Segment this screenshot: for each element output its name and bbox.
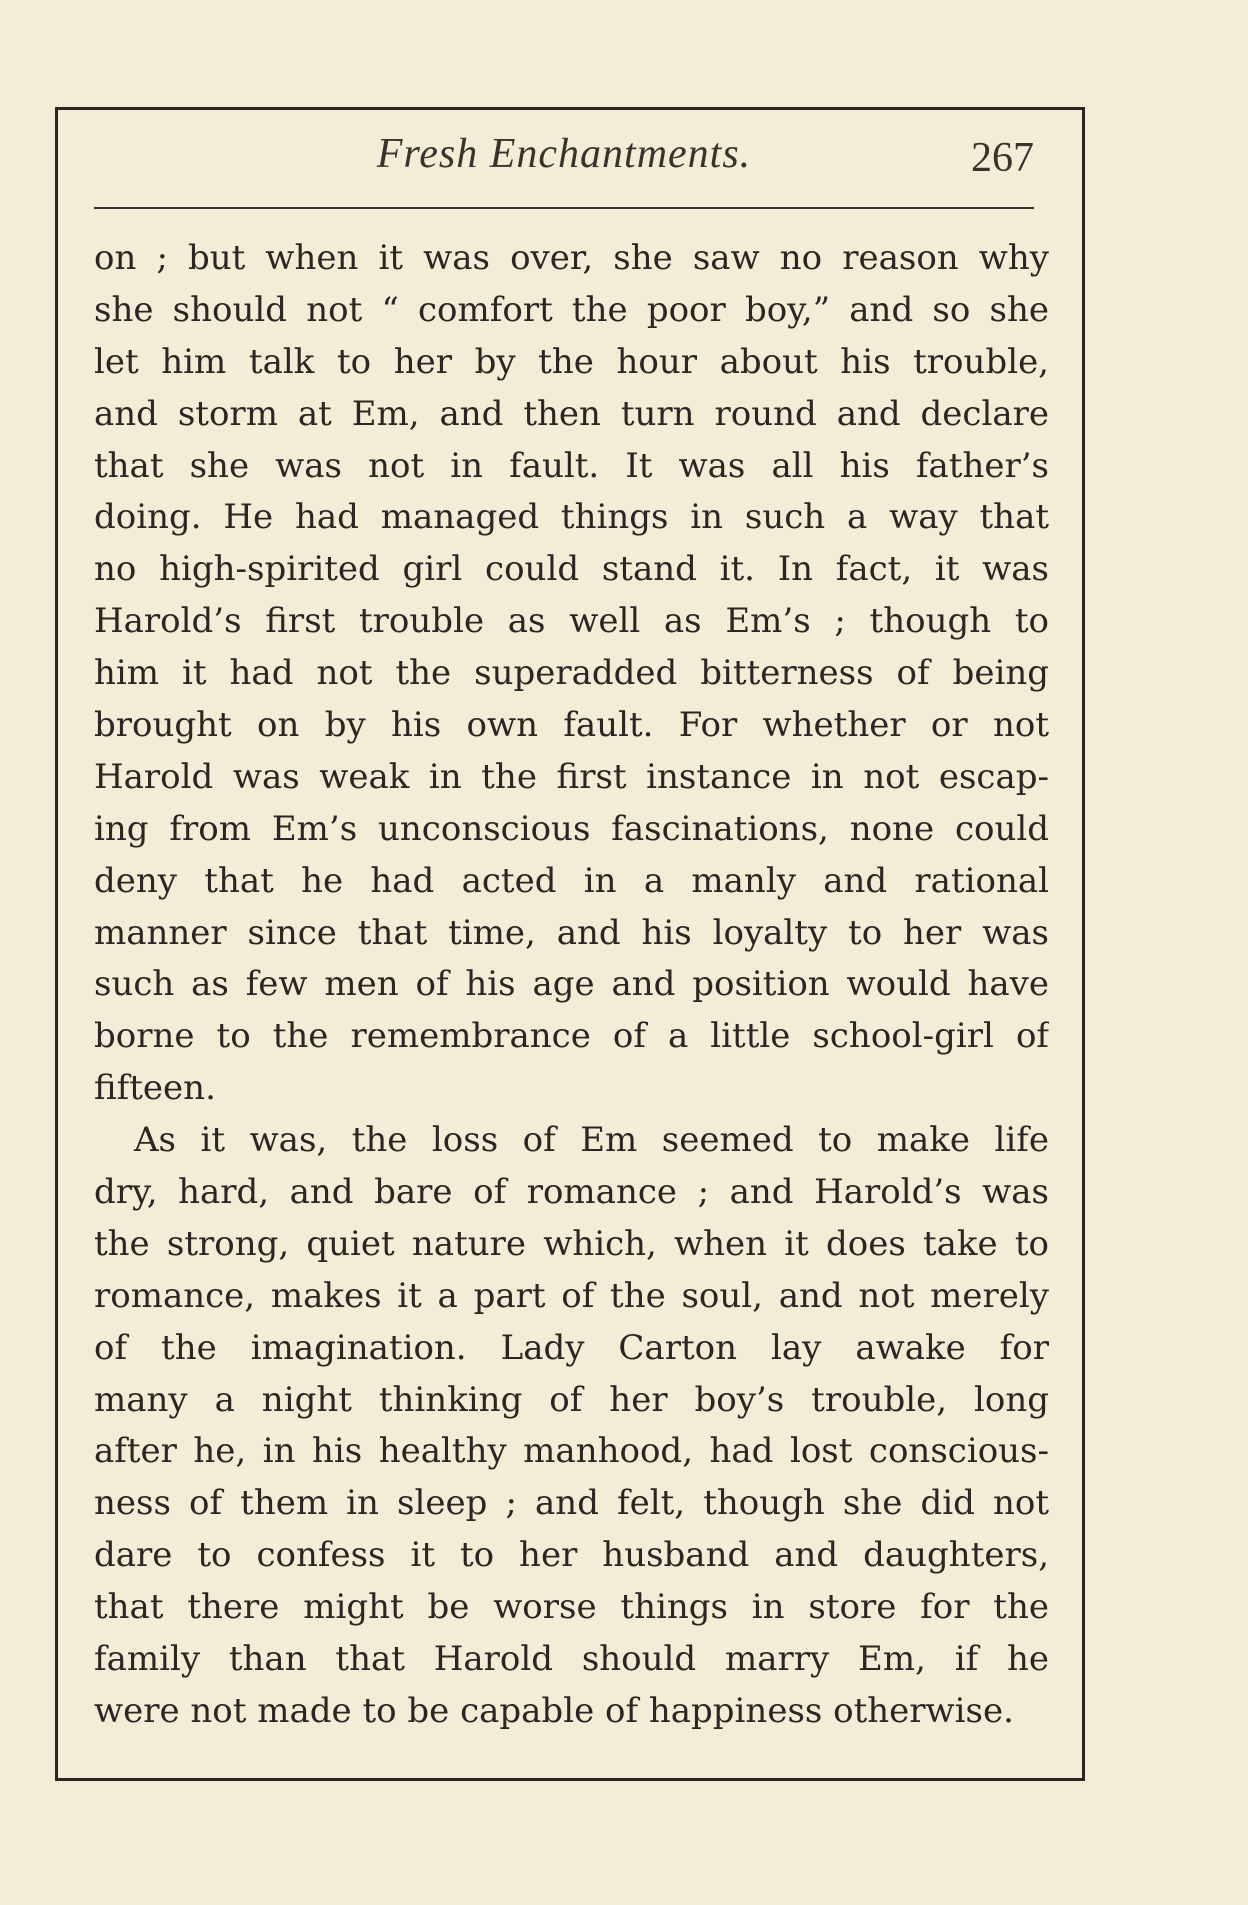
text-line: Harold was weak in the first instance in not escap- — [94, 756, 1049, 797]
text-line: and storm at Em, and then turn round and declare — [94, 393, 1049, 434]
text-line: ing from Em’s unconscious fascinations, none could — [94, 808, 1049, 849]
text-line: such as few men of his age and position would have — [94, 964, 1049, 1005]
text-line: deny that he had acted in a manly and rational — [94, 860, 1049, 901]
text-line: that she was not in fault. It was all his father’s — [94, 445, 1049, 486]
text-line: doing. He had managed things in such a way that — [94, 497, 1049, 538]
text-line: fifteen. — [94, 1068, 216, 1109]
running-title: Fresh Enchantments. — [376, 131, 752, 177]
text-line: brought on by his own fault. For whether or not — [94, 705, 1049, 746]
text-line: no high-spirited girl could stand it. In fact, it was — [94, 549, 1049, 590]
text-line: dare to confess it to her husband and daughters, — [94, 1535, 1049, 1576]
text-line: manner since that time, and his loyalty to her was — [94, 912, 1049, 953]
text-line: that there might be worse things in store for the — [94, 1587, 1049, 1628]
text-line: were not made to be capable of happiness otherwise. — [94, 1690, 1014, 1731]
text-line: romance, makes it a part of the soul, and not merely — [94, 1275, 1049, 1316]
header-rule — [94, 207, 1034, 209]
text-line: family than that Harold should marry Em, if he — [94, 1639, 1049, 1680]
text-line: after he, in his healthy manhood, had lost conscious- — [94, 1431, 1049, 1472]
running-head — [94, 130, 1034, 190]
text-line: she should not “ comfort the poor boy,” and so she — [94, 289, 1049, 330]
body-text — [94, 233, 1049, 1738]
page-number: 267 — [971, 135, 1034, 181]
text-line: of the imagination. Lady Carton lay awake for — [94, 1327, 1049, 1368]
text-line: him it had not the superadded bitterness of being — [94, 653, 1049, 694]
text-line: borne to the remembrance of a little school-girl of — [94, 1016, 1049, 1057]
text-line: many a night thinking of her boy’s trouble, long — [94, 1379, 1049, 1420]
text-line: on ; but when it was over, she saw no reason why — [94, 238, 1049, 278]
text-line: As it was, the loss of Em seemed to make life — [134, 1120, 1049, 1161]
text-line: let him talk to her by the hour about his trouble, — [94, 341, 1049, 382]
text-line: dry, hard, and bare of romance ; and Harold’s was — [94, 1172, 1049, 1213]
text-line: ness of them in sleep ; and felt, though she did not — [94, 1483, 1049, 1524]
text-line: Harold’s first trouble as well as Em’s ; though to — [94, 601, 1049, 642]
text-line: the strong, quiet nature which, when it does take to — [94, 1223, 1049, 1264]
